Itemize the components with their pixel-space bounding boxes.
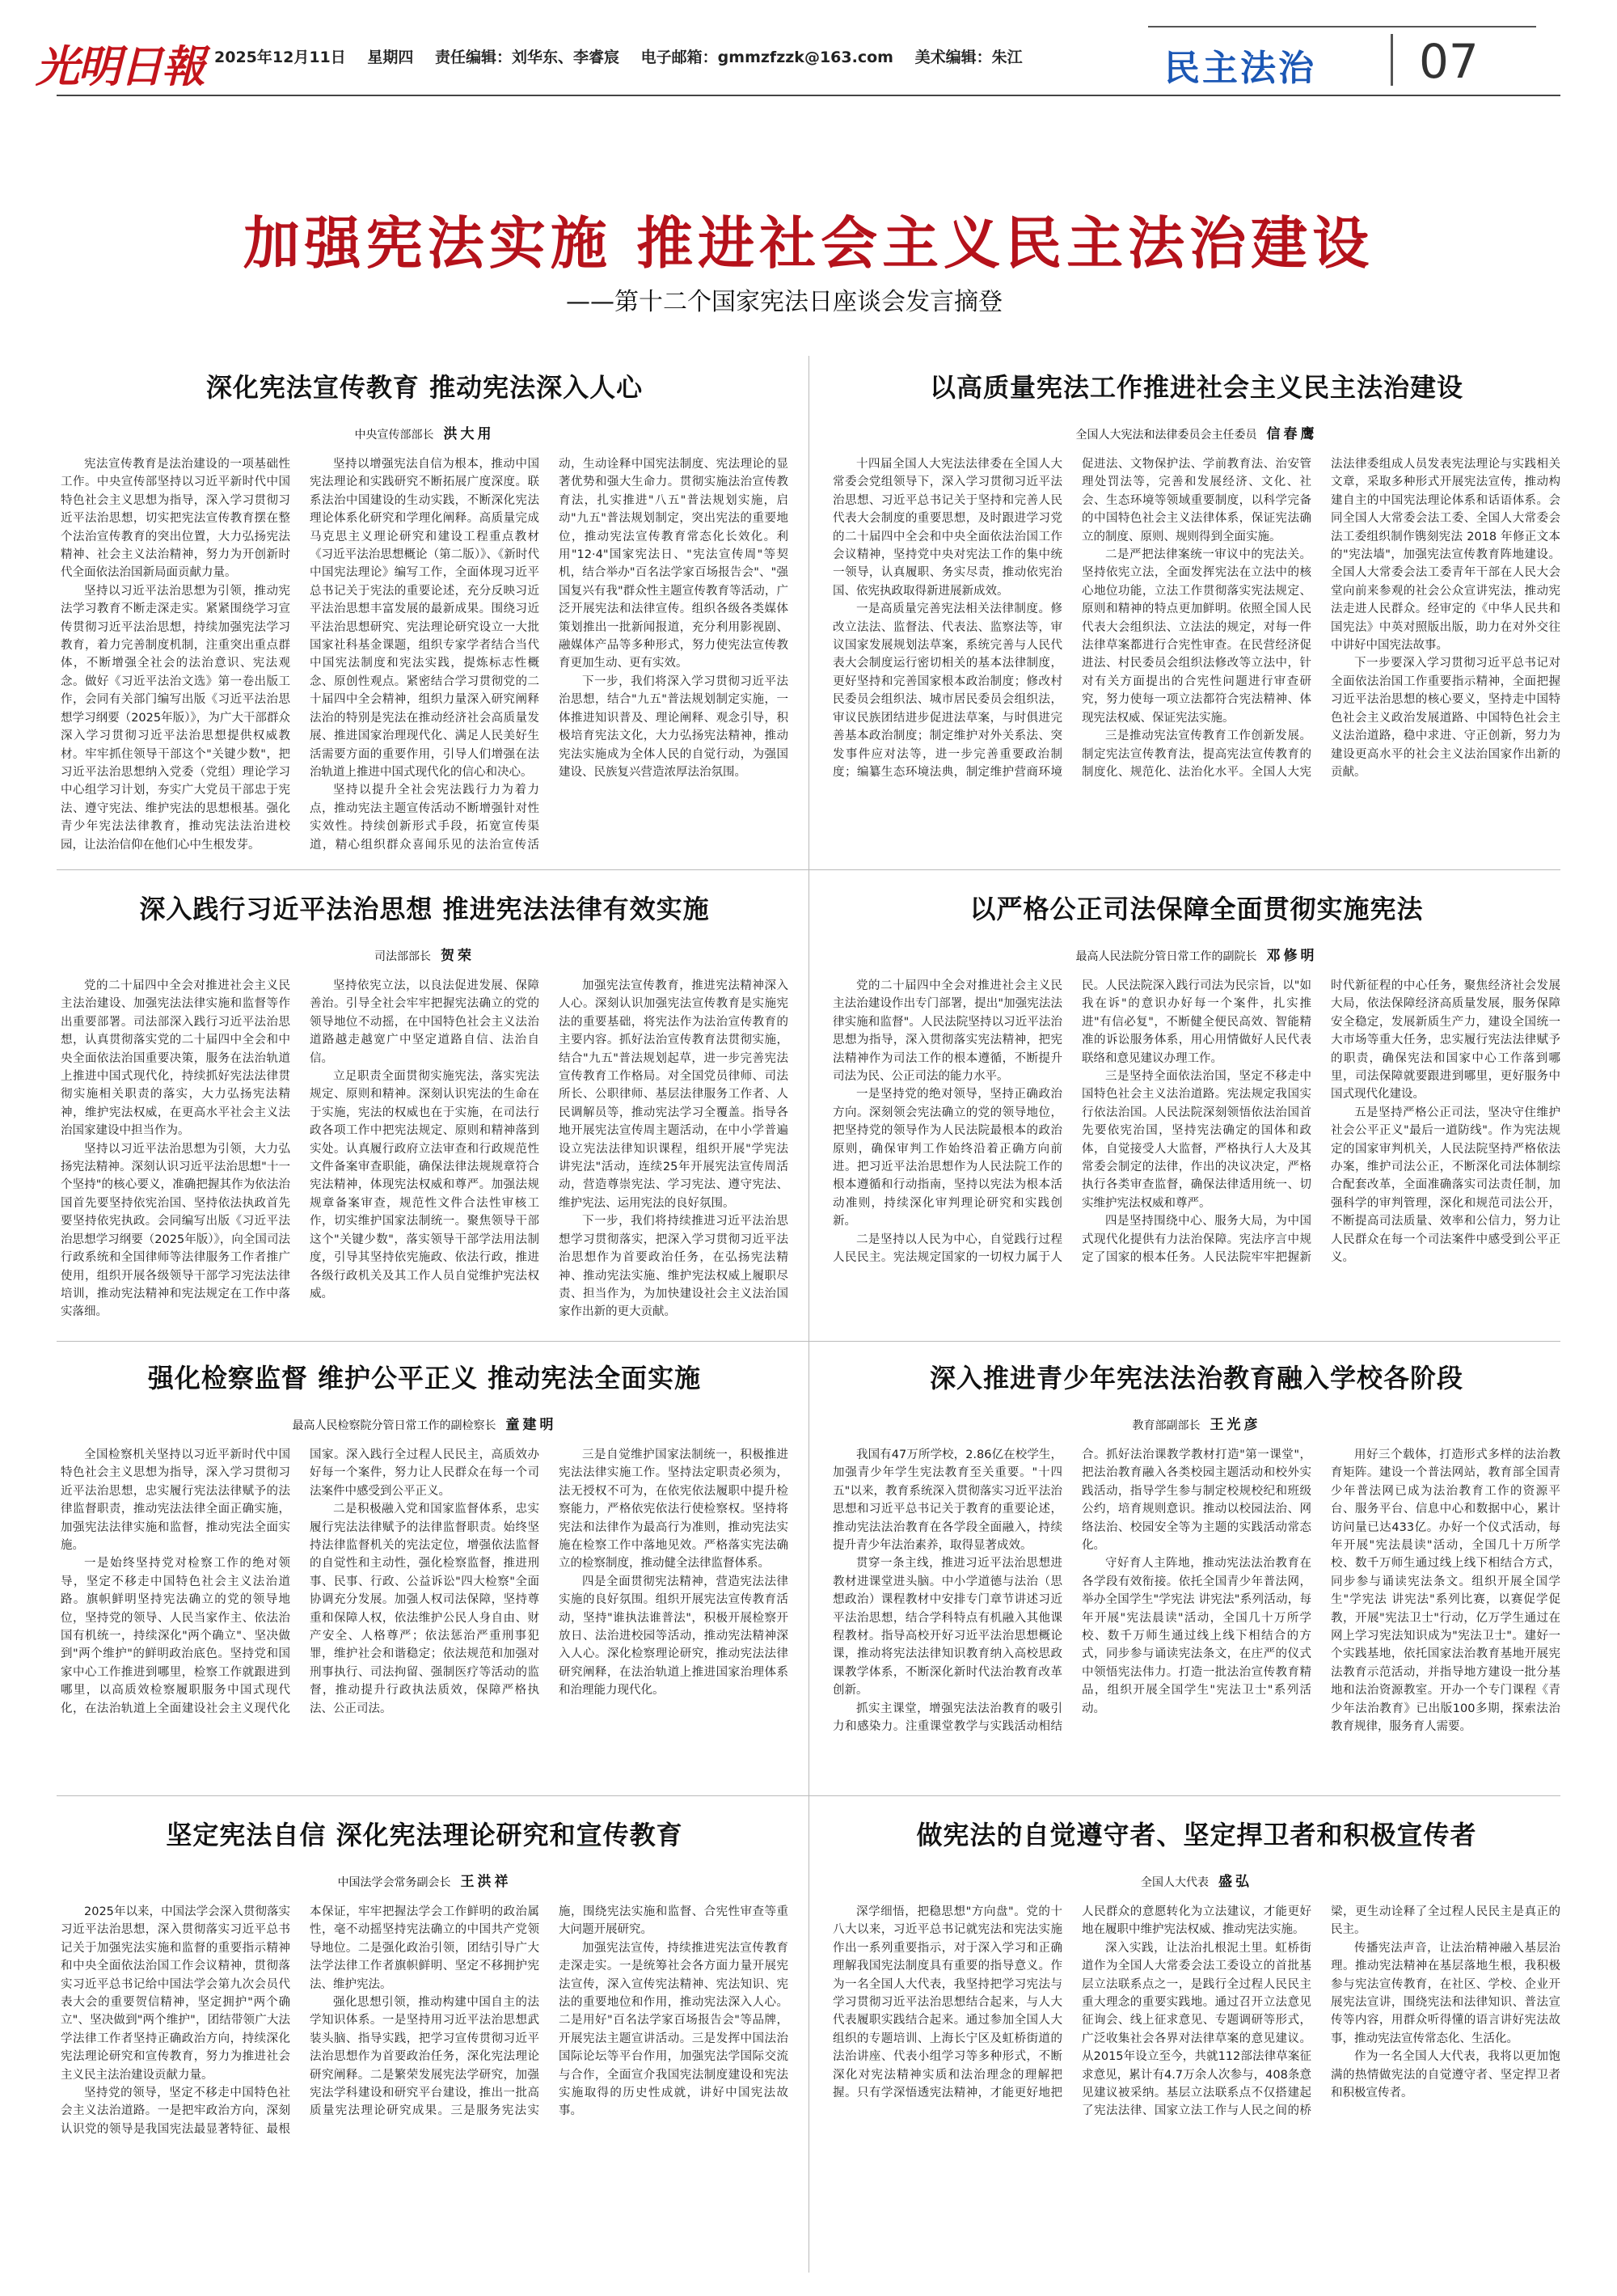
author-role: 中国法学会常务副会长 [337, 1876, 451, 1889]
author-name: 童建明 [505, 1417, 557, 1433]
paragraph: 十四届全国人大宪法法律委在全国人大常委会党组领导下，深入学习贯彻习近平法治思想、习近平总书记关于坚持和完善人民代表大会制度的重要思想，及时跟进学习党的二十届四中全会和中央全面依法治国工作会议精神，坚持党中央对宪法工作的集中统一领导，认真履职、务实尽责，推动依宪治国、依宪执政取得新进展新成效。 [833, 458, 1062, 598]
article-title: 以严格公正司法保障全面贯彻实施宪法 [969, 894, 1424, 924]
paragraph: 坚持以习近平法治思想为引领，推动宪法学习教育不断走深走实。紧紧围绕学习宣传贯彻习近平法治思想，持续加强宪法学习教育，着力完善制度机制，注重突出重点群体，不断增强全社会的法治意识、宪法观念。做好《习近平法治文选》第一卷出版工作，会同有关部门编写出版《习近平法治思想学习纲要（2025年版）》，为广大干部群众深入学习贯彻习近平法治思想提供权威教材。牢牢抓住领导干部这个"关键少数"，把习近平法治思想纳入党委（党组）理论学习中心组学习计划，夯实广大党员干部忠于宪法、遵守宪法、维护宪法的思想根基。强化青少年宪法法律教育，推动宪法法治进校园，让法治信仰在他们心中生根发芽。 [61, 584, 290, 852]
paragraph: 五是坚持严格公正司法，坚决守住维护社会公平正义"最后一道防线"。作为宪法规定的国家审判机关，人民法院坚持严格依法办案，维护司法公正，不断深化司法体制综合配套改革，全面准确落实司法责任制，加强科学的审判管理，深化和规范司法公开，不断提高司法质量、效率和公信力，努力让人民群众在每一个司法案件中感受到公平正义。 [1331, 1106, 1560, 1265]
author-name: 王洪祥 [460, 1874, 512, 1890]
newspaper-logo: 光明日報 [36, 40, 204, 92]
author-role: 司法部部长 [374, 950, 431, 963]
author-role: 最高人民法院分管日常工作的副院长 [1075, 950, 1257, 963]
author-role: 全国人大代表 [1141, 1876, 1209, 1889]
article-body [61, 1903, 788, 2287]
article [61, 886, 788, 1334]
paragraph: 用好三个载体，打造形式多样的法治教育矩阵。建设一个普法网站，教育部全国青少年普法网已成为法治教育工作的资源平台、服务平台、信息中心和数据中心，累计访问量已达433亿。办好一个仪式活动，每年开展"宪法晨读"活动，全国几十万所学校、数千万师生通过线上线下相结合方式，同步参与诵读宪法条文。组织开展全国学生"学宪法 讲宪法"系列比赛，以赛促学促教，开展"宪法卫士"行动，亿万学生通过在网上学习宪法知识成为"宪法卫士"。建好一个实践基地，依托国家法治教育基地开展宪法教育示范活动，并指导地方建设一批分基地和法治资源教室。开办一个专门课程《青少年法治教育》已出版100多期，探索法治教育规律，服务育人需要。 [1331, 1448, 1560, 1734]
paragraph: 四是坚持围绕中心、服务大局，为中国式现代化提供有力法治保障。宪法序言中规定了国家的根本任务。人民法院牢牢把握新时代新征程的中心任务，聚焦经济社会发展大局，依法保障经济高质量发展，服务保障安全稳定，发展新质生产力，建设全国统一大市场等重大任务，忠实履行宪法法律赋予的职责，确保宪法和国家中心工作落到哪里，司法保障就要跟进到哪里，更好服务中国式现代化建设。 [1082, 979, 1560, 1265]
art-editor: 美术编辑：朱江 [914, 49, 1023, 66]
paragraph: 守好育人主阵地，推动宪法法治教育在各学段有效衔接。依托全国青少年普法网，举办全国学生"学宪法 讲宪法"系列活动，每年开展"宪法晨读"活动，全国几十万所学校、数千万师生通过线上线下相结合的方式，同步参与诵读宪法条文，在庄严的仪式中领悟宪法伟力。打造一批法治宣传教育精品，组织开展全国学生"宪法卫士"系列活动。 [1082, 1557, 1311, 1715]
paragraph: 四是全面贯彻宪法精神，营造宪法法律实施的良好氛围。组织开展宪法宣传教育活动，坚持"谁执法谁普法"，积极开展检察开放日、法治进校园等活动，推动宪法精神深入人心。深化检察理论研究，推动宪法法律研究阐释，在法治轨道上推进国家治理体系和治理能力现代化。 [559, 1575, 788, 1698]
paragraph: 一是坚持党的绝对领导，坚持正确政治方向。深刻领会宪法确立的党的领导地位，把坚持党的领导作为人民法院最根本的政治原则，确保审判工作始终沿着正确方向前进。把习近平法治思想作为人民法院工作的根本遵循和行动指南，坚持以宪法为根本活动准则，持续深化审判理论研究和实践创新。 [833, 1088, 1062, 1228]
author-name: 洪大用 [443, 426, 495, 442]
article-byline [833, 422, 1560, 442]
author-name: 邓修明 [1266, 948, 1318, 964]
row-divider [57, 1341, 1560, 1342]
paragraph: 深学细悟，把稳思想"方向盘"。党的十八大以来，习近平总书记就宪法和宪法实施作出一系列重要指示，对于深入学习和正确理解我国宪法制度具有重要的指导意义。作为一名全国人大代表，我坚持把学习宪法与学习贯彻习近平法治思想结合起来，与人大代表履职实践结合起来。通过参加全国人大组织的专题培训、上海长宁区及虹桥街道的法治讲座、代表小组学习等多种形式，不断深化对宪法精神实质和法治理念的理解把握。只有学深悟透宪法精神，才能更好地把人民群众的意愿转化为立法建议，才能更好地在履职中维护宪法权威、推动宪法实施。 [833, 1905, 1311, 2100]
paragraph: 二是严把法律案统一审议中的宪法关。坚持依宪立法，全面发挥宪法在立法中的核心地位功能，立法工作贯彻落实宪法规定、原则和精神的特点更加鲜明。依照全国人民代表大会组织法、立法法的规定，对每一件法律草案都进行合宪性审查。在民营经济促进法、村民委员会组织法修改等立法中，针对有关方面提出的合宪性问题进行审查研究，努力使每一项立法都符合宪法精神、体现宪法权威、保证宪法实施。 [1082, 548, 1311, 725]
author-name: 信春鹰 [1266, 426, 1318, 442]
article-byline [61, 1413, 788, 1433]
paragraph: 坚持以增强宪法自信为根本，推动中国宪法理论和实践研究不断拓展广度深度。联系法治中国建设的生动实践，不断深化宪法理论体系化研究和学理化阐释。高质量完成马克思主义理论研究和建设工程重点教材《习近平法治思想概论（第二版）》、《新时代中国宪法理论》编写工作，全面体现习近平总书记关于宪法的重要论述，充分反映习近平法治思想丰富发展的最新成果。围绕习近平法治思想研究、宪法理论研究设立一大批国家社科基金课题，组织专家学者结合当代中国宪法制度和宪法实践，提炼标志性概念、原创性观点。紧密结合学习贯彻党的二十届四中全会精神，组织力量深入研究阐释法治的特别是宪法在推动经济社会高质量发展、推进国家治理现代化、满足人民美好生活需要方面的重要作用，引导人们增强在法治轨道上推进中国式现代化的信心和决心。 [310, 458, 539, 779]
paragraph: 全国检察机关坚持以习近平新时代中国特色社会主义思想为指导，深入学习贯彻习近平法治思想，忠实履行宪法法律赋予的法律监督职责，推动宪法法律全面正确实施，加强宪法法律实施和监督，推动宪法全面实施。 [61, 1448, 290, 1553]
article-title: 深入践行习近平法治思想 推进宪法法律有效实施 [139, 894, 710, 924]
main-subtitle: ——第十二个国家宪法日座谈会发言摘登 [566, 288, 1003, 316]
article-byline [833, 944, 1560, 964]
page-number: 07 [1419, 34, 1479, 89]
paragraph: 二是坚持以人民为中心，自觉践行过程人民民主。宪法规定国家的一切权力属于人民。人民法院深入践行司法为民宗旨，以"如我在诉"的意识办好每一个案件，扎实推进"有信必复"，不断健全便民高效、智能精准的诉讼服务体系，用心用情做好人民代表联络和意见建议办理工作。 [833, 979, 1311, 1265]
paragraph: 深入实践，让法治扎根泥土里。虹桥街道作为全国人大常委会法工委设立的首批基层立法联系点之一，是践行全过程人民民主重大理念的重要实践地。通过召开立法意见征询会、线上征求意见、专题调研等形式，广泛收集社会各界对法律草案的意见建议。从2015年设立至今，共就112部法律草案征求意见，累计有4.7万余人次参与，408条意见建议被采纳。基层立法联系点不仅搭建起了宪法法律、国家立法工作与人民之间的桥梁，更生动诠释了全过程人民民主是真正的民主。 [1082, 1905, 1560, 2118]
article-body [61, 977, 788, 1333]
article-title: 做宪法的自觉遵守者、坚定捍卫者和积极宣传者 [916, 1820, 1477, 1850]
issue-info [214, 45, 1039, 67]
paragraph: 下一步，我们将深入学习贯彻习近平法治思想，结合"九五"普法规划制定实施，一体推进知识普及、理论阐释、观念引导，积极培育宪法文化，大力弘扬宪法精神，推动宪法实施成为全体人民的自觉行动，为强国建设、民族复兴营造浓厚法治氛围。 [559, 674, 788, 779]
paragraph: 党的二十届四中全会对推进社会主义民主法治建设、加强宪法法律实施和监督等作出重要部署。司法部深入践行习近平法治思想，认真贯彻落实党的二十届四中全会和中央全面依法治国重要决策，服务在法治轨道上推进中国式现代化，持续抓好宪法法律贯彻实施相关职责的落实，大力弘扬宪法精神，维护宪法权威，在更高水平社会主义法治国家建设中担当作为。 [61, 979, 290, 1138]
row-divider [57, 1795, 1560, 1796]
paragraph: 一是始终坚持党对检察工作的绝对领导，坚定不移走中国特色社会主义法治道路。旗帜鲜明坚持宪法确立的党的领导地位，坚持党的领导、人民当家作主、依法治国有机统一，持续深化"两个确立"、坚决做到"两个维护"的鲜明政治底色。坚持党和国家中心工作推进到哪里，检察工作就跟进到哪里，以高质效检察履职服务中国式现代化，在法治轨道上全面建设社会主义现代化国家。深入践行全过程人民民主，高质效办好每一个案件，努力让人民群众在每一个司法案件中感受到公平正义。 [61, 1448, 539, 1715]
article [61, 1812, 788, 2289]
paragraph: 下一步要深入学习贯彻习近平总书记对全面依法治国工作重要指示精神，全面把握习近平法治思想的核心要义，坚持走中国特色社会主义政治发展道路、中国特色社会主义法治道路，稳中求进、守正创新，努力为建设更高水平的社会主义法治国家作出新的贡献。 [1331, 657, 1560, 779]
article-body [833, 1903, 1560, 2287]
paragraph: 三是自觉维护国家法制统一，积极推进宪法法律实施工作。坚持法定职责必须为，法无授权不可为，在依宪依法履职中提升检察能力，严格依宪依法行使检察权。坚持将宪法和法律作为最高行为准则，推动宪法实施在检察工作中落地见效。严格落实宪法确立的检察制度，推动健全法律监督体系。 [559, 1448, 788, 1571]
article-body [61, 455, 788, 860]
paragraph: 贯穿一条主线，推进习近平法治思想进教材进课堂进头脑。中小学道德与法治（思想政治）课程教材中安排专门章节讲述习近平法治思想，结合学科特点有机融入其他课程教材。指导高校开好习近平法治思想概论课，推动将宪法法律知识教育纳入高校思政课教学体系，不断深化新时代法治教育改革创新。 [833, 1557, 1062, 1698]
paragraph: 宪法宣传教育是法治建设的一项基础性工作。中央宣传部坚持以习近平新时代中国特色社会主义思想为指导，深入学习贯彻习近平法治思想，切实把宪法宣传教育摆在整个法治宣传教育的突出位置，大力弘扬宪法精神、社会主义法治精神，努力为开创新时代全面依法治国新局面贡献力量。 [61, 458, 290, 580]
editor-email: 电子邮箱：gmmzfzzk@163.com [640, 49, 893, 66]
article-body [833, 1446, 1560, 1790]
author-name: 贺荣 [441, 948, 475, 964]
paragraph: 坚持依宪立法，以良法促进发展、保障善治。引导全社会牢牢把握宪法确立的党的领导地位不动摇，在中国特色社会主义法治道路越走越宽广中坚定道路自信、法治自信。 [310, 979, 539, 1065]
masthead-rule [57, 95, 1560, 96]
article [833, 1355, 1560, 1791]
article-byline [833, 1870, 1560, 1890]
responsible-editors: 责任编辑：刘华东、李睿宸 [435, 49, 620, 66]
article-title: 深入推进青少年宪法法治教育融入学校各阶段 [929, 1363, 1463, 1393]
paragraph: 坚持党的领导，坚定不移走中国特色社会主义法治道路。一是把牢政治方向，深刻认识党的领导是我国宪法最显著特征、最根本保证，牢牢把握法学会工作鲜明的政治属性，毫不动摇坚持宪法确立的中国共产党领导地位。二是强化政治引领，团结引导广大法学法律工作者旗帜鲜明、坚定不移拥护宪法、维护宪法。 [61, 1905, 539, 2136]
article [61, 1355, 788, 1791]
paragraph: 2025年以来，中国法学会深入贯彻落实习近平法治思想，深入贯彻落实习近平总书记关于加强宪法实施和监督的重要指示精神和中央全面依法治国工作会议精神，贯彻落实习近平总书记给中国法学会第九次会员代表大会的重要贺信精神，坚定拥护"两个确立"、坚决做到"两个维护"，团结带领广大法学法律工作者坚持正确政治方向，持续深化宪法理论研究和宣传教育，努力为推进社会主义民主法治建设贡献力量。 [61, 1905, 290, 2082]
article-byline [61, 422, 788, 442]
author-role: 中央宣传部部长 [354, 429, 434, 442]
paragraph: 抓实主课堂，增强宪法法治教育的吸引力和感染力。注重课堂教学与实践活动相结合。抓好法治课教学教材打造"第一课堂"，把法治教育融入各类校园主题活动和校外实践活动，指导学生参与制定校规校纪和班级公约，培育规则意识。推动以校园法治、网络法治、校园安全等为主题的实践活动常态化。 [833, 1448, 1311, 1734]
article [61, 364, 788, 865]
paragraph: 坚持以提升全社会宪法践行力为着力点，推动宪法主题宣传活动不断增强针对性实效性。持续创新形式手段，拓宽宣传渠道，精心组织群众喜闻乐见的法治宣传活动，生动诠释中国宪法制度、宪法理论的显著优势和强大生命力。贯彻实施法治宣传教育法，扎实推进"八五"普法规划实施，启动"九五"普法规划制定，突出宪法的重要地位，推动宪法宣传教育常态化长效化。利用"12·4"国家宪法日、"宪法宣传周"等契机，结合举办"百名法学家百场报告会"、"强国复兴有我"群众性主题宣传教育等活动，广泛开展宪法和法律宣传。组织各级各类媒体策划推出一批新闻报道，充分利用影视剧、融媒体产品等多种形式，努力使宪法宣传教育更加生动、更有实效。 [310, 458, 788, 852]
article-byline [833, 1413, 1560, 1433]
paragraph: 加强宪法宣传，持续推进宪法宣传教育走深走实。一是统筹社会各方面力量开展宪法宣传，深入宣传宪法精神、宪法知识、宪法的重要地位和作用，推动宪法深入人心。二是用好"百名法学家百场报告会"等品牌，开展宪法主题宣讲活动。三是发挥中国法治国际论坛等平台作用，加强宪法学国际交流与合作，全面宣介我国宪法制度建设和宪法实施取得的历史性成就，讲好中国宪法故事。 [559, 1941, 788, 2118]
article [833, 1812, 1560, 2289]
article-body [61, 1446, 788, 1790]
paragraph: 二是积极融入党和国家监督体系，忠实履行宪法法律赋予的法律监督职责。始终坚持法律监督机关的宪法定位，增强依法监督的自觉性和主动性，强化检察监督，推进刑事、民事、行政、公益诉讼"四大检察"全面协调充分发展。加强人权司法保障，坚持尊重和保障人权，依法维护公民人身自由、财产安全、人格尊严；依法惩治严重刑事犯罪，维护社会和谐稳定；依法规范和加强对刑事执行、司法拘留、强制医疗等活动的监督，推动提升行政执法质效，保障严格执法、公正司法。 [310, 1503, 539, 1715]
issue-date: 2025年12月11日 [214, 49, 346, 66]
paragraph: 立足职责全面贯彻实施宪法，落实宪法规定、原则和精神。深刻认识宪法的生命在于实施，宪法的权威也在于实施，在司法行政各项工作中把宪法规定、原则和精神落到实处。认真履行政府立法审查和行政规范性文件备案审查职能，确保法律法规规章符合宪法精神，体现宪法权威和尊严。加强法规规章备案审查，规范性文件合法性审核工作，切实维护国家法制统一。聚焦领导干部这个"关键少数"，落实领导干部学法用法制度，引导其坚持依宪施政、依法行政，推进各级行政机关及其工作人员自觉维护宪法权威。 [310, 1070, 539, 1300]
paragraph: 一是高质量完善宪法相关法律制度。修改立法法、监督法、代表法、监察法等，审议国家发展规划法草案，系统完善与人民代表大会制度运行密切相关的基本法律制度，更好坚持和完善国家根本政治制度；修改村民委员会组织法、城市居民委员会组织法，审议民族团结进步促进法草案，与时俱进完善基本政治制度；制定维护对外关系法、突发事件应对法等，进一步完善重要政治制度；编纂生态环境法典，制定维护营商环境促进法、文物保护法、学前教育法、治安管理处罚法等，完善和发展经济、文化、社会、生态环境等领域重要制度，以科学完备的中国特色社会主义法律体系，保证宪法确立的制度、原则、规则得到全面实施。 [833, 458, 1311, 779]
section-divider [1391, 34, 1393, 86]
author-role: 教育部副部长 [1132, 1419, 1201, 1432]
paragraph: 三是推动宪法宣传教育工作创新发展。制定宪法宣传教育法，提高宪法宣传教育的制度化、规范化、法治化水平。全国人大宪法法律委组成人员发表宪法理论与实践相关文章，采取多种形式开展宪法宣传，推动构建自主的中国宪法理论体系和话语体系。会同全国人大常委会法工委、全国人大常委会法工委组织制作镌刻宪法 2018 年修正文本的"宪法墙"，加强宪法宣传教育阵地建设。全国人大常委会法工委青年干部在人民大会堂向前来参观的社会公众宣讲宪法，推动宪法走进人民群众。经审定的《中华人民共和国宪法》中英对照版出版，助力在对外交往中讲好中国宪法故事。 [1082, 458, 1560, 779]
article-title: 强化检察监督 维护公平正义 推动宪法全面实施 [147, 1363, 702, 1393]
author-role: 全国人大宪法和法律委员会主任委员 [1075, 429, 1257, 442]
article-title: 以高质量宪法工作推进社会主义民主法治建设 [929, 372, 1463, 403]
article-byline [61, 1870, 788, 1890]
article-byline [61, 944, 788, 964]
paragraph: 强化思想引领，推动构建中国自主的法学知识体系。一是坚持用习近平法治思想武装头脑、指导实践，把学习宣传贯彻习近平法治思想作为首要政治任务，深化宪法理论研究阐释。二是繁荣发展宪法学研究，加强宪法学科建设和研究平台建设，推出一批高质量宪法理论研究成果。三是服务宪法实施，围绕宪法实施和监督、合宪性审查等重大问题开展研究。 [310, 1905, 788, 2118]
article-body [833, 455, 1560, 860]
paragraph: 党的二十届四中全会对推进社会主义民主法治建设作出专门部署，提出"加强宪法法律实施和监督"。人民法院坚持以习近平法治思想为指导，深入贯彻落实宪法精神，把宪法精神作为司法工作的根本遵循，不断提升司法为民、公正司法的能力水平。 [833, 979, 1062, 1084]
paragraph: 三是坚持全面依法治国，坚定不移走中国特色社会主义法治道路。宪法规定我国实行依法治国。人民法院深刻领悟依法治国首先要依宪治国，坚持宪法确定的国体和政体，自觉接受人大监督，严格执行人大及其常委会制定的法律，作出的决议决定，严格执行各类审查监督，确保法律适用统一、切实维护宪法权威和尊严。 [1082, 1070, 1311, 1210]
article-body [833, 977, 1560, 1333]
column-divider [808, 356, 809, 2273]
paragraph: 我国有47万所学校，2.86亿在校学生，加强青少年学生宪法教育至关重要。"十四五"以来，教育系统深入贯彻落实习近平法治思想和习近平总书记关于教育的重要论述，推动宪法法治教育在各学段全面融入，持续提升青少年法治素养，取得显著成效。 [833, 1448, 1062, 1553]
author-name: 王光彦 [1210, 1417, 1261, 1433]
paragraph: 作为一名全国人大代表，我将以更加饱满的热情做宪法的自觉遵守者、坚定捍卫者和积极宣传者。 [1331, 2050, 1560, 2100]
article [833, 886, 1560, 1334]
section-name: 民主法治 [1164, 48, 1316, 89]
main-headline: 加强宪法实施 推进社会主义民主法治建设 [243, 209, 1374, 277]
section-header [1148, 26, 1536, 91]
author-name: 盛弘 [1218, 1874, 1252, 1890]
article-title: 深化宪法宣传教育 推动宪法深入人心 [205, 372, 644, 403]
author-role: 最高人民检察院分管日常工作的副检察长 [292, 1419, 496, 1432]
article [833, 364, 1560, 865]
paragraph: 加强宪法宣传教育，推进宪法精神深入人心。深刻认识加强宪法宣传教育是实施宪法的重要基础，将宪法作为法治宣传教育的主要内容。抓好法治宣传教育法贯彻实施，结合"九五"普法规划起草，进一步完善宪法宣传教育工作格局。对全国党员律师、司法所长、公职律师、基层法律服务工作者、人民调解员等，推动宪法学习全覆盖。指导各地开展宪法宣传周主题活动，在中小学普遍设立宪法法律知识课程，组织开展"学宪法 讲宪法"活动，连续25年开展宪法宣传周活动，营造尊崇宪法、学习宪法、遵守宪法、维护宪法、运用宪法的良好氛围。 [559, 979, 788, 1210]
row-divider [57, 869, 1560, 870]
paragraph: 坚持以习近平法治思想为引领，大力弘扬宪法精神。深刻认识习近平法治思想"十一个坚持"的核心要义，准确把握其作为依法治国首先要坚持依宪治国、坚持依法执政首先要坚持依宪执政。会同编写出版《习近平法治思想学习纲要（2025年版）》，向全国司法行政系统和全国律师等法律服务工作者推广使用，组织开展各级领导干部学习宪法法律培训，推动宪法精神和宪法规定在工作中落实落细。 [61, 1142, 290, 1319]
article-title: 坚定宪法自信 深化宪法理论研究和宣传教育 [166, 1820, 683, 1850]
issue-weekday: 星期四 [367, 49, 414, 66]
paragraph: 下一步，我们将持续推进习近平法治思想学习贯彻落实，把深入学习贯彻习近平法治思想作为首要政治任务，在弘扬宪法精神、推动宪法实施、维护宪法权威上履职尽责、担当作为，为加快建设社会主义法治国家作出新的更大贡献。 [559, 1215, 788, 1319]
paragraph: 传播宪法声音，让法治精神融入基层治理。推动宪法精神在基层落地生根，我积极参与宪法宣传教育，在社区、学校、企业开展宪法宣讲，围绕宪法和法律知识、普法宣传等内容，用群众听得懂的语言讲好宪法故事，推动宪法宣传常态化、生活化。 [1331, 1941, 1560, 2045]
